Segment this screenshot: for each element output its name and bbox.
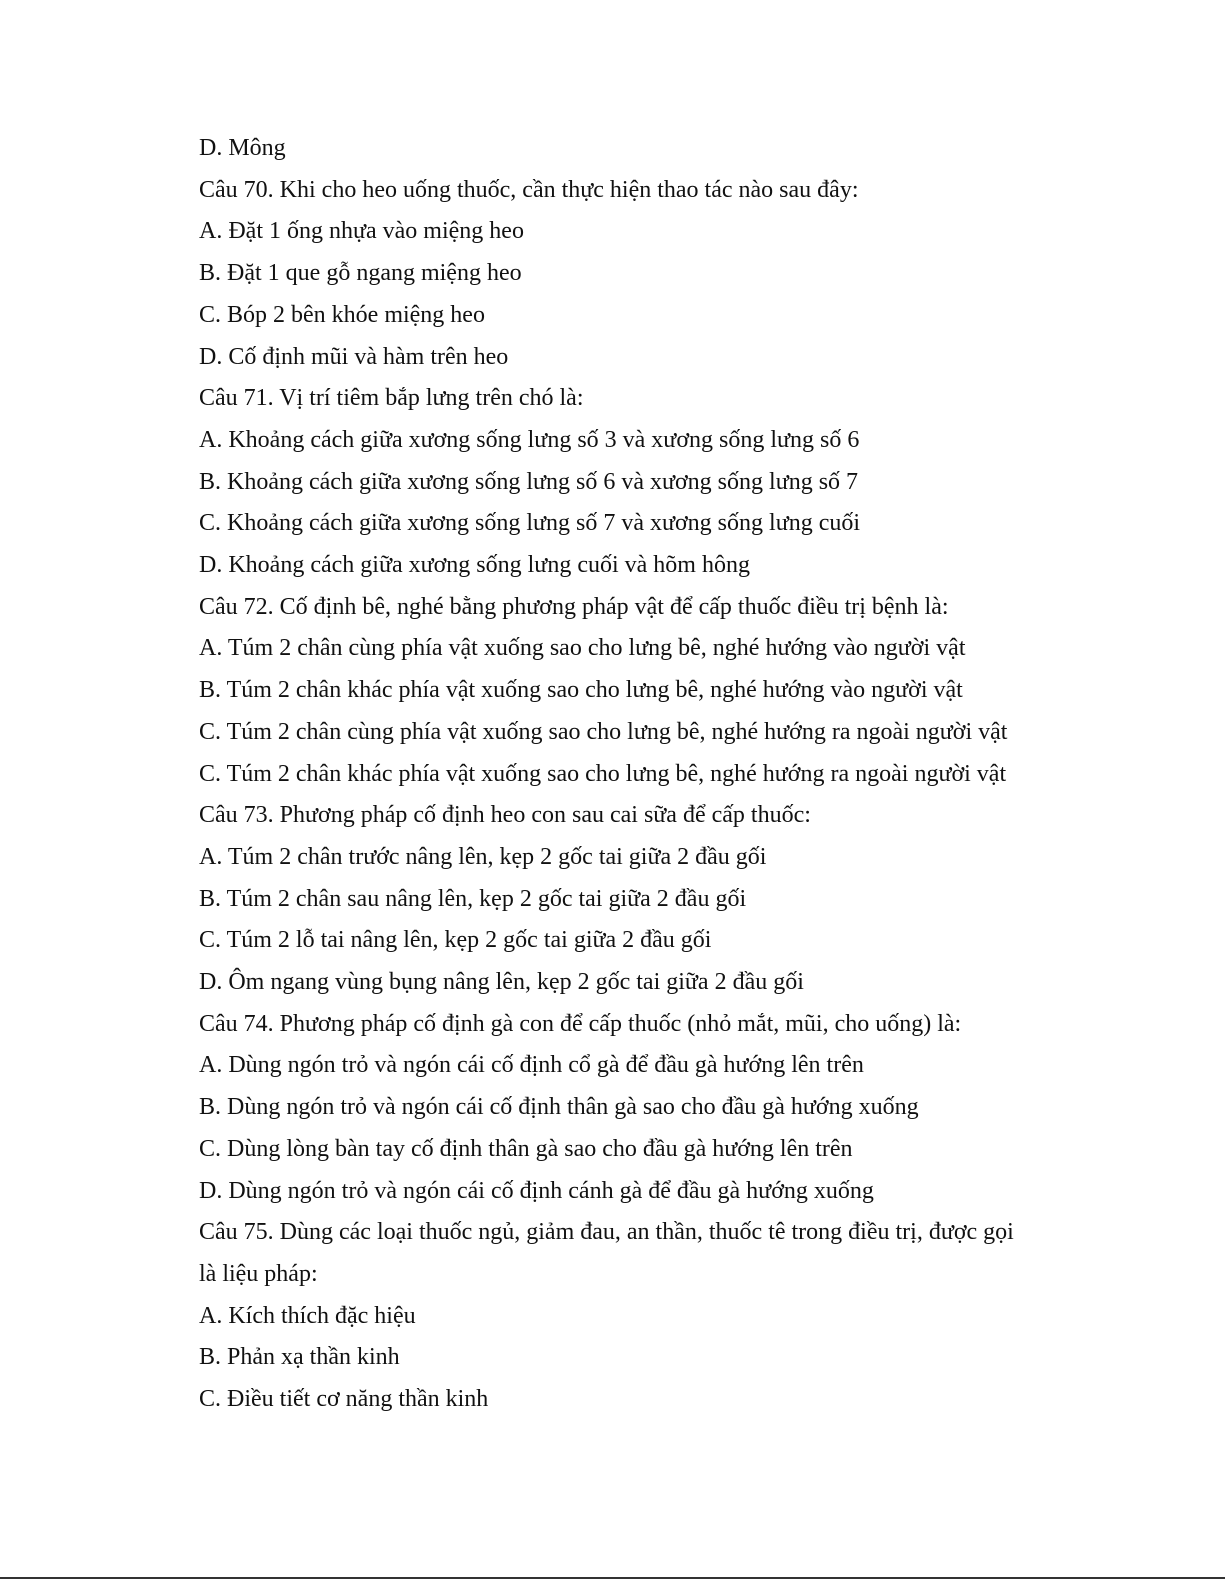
answer-line: C. Túm 2 chân cùng phía vật xuống sao cho lưng bê, nghé hướng ra ngoài người vật — [199, 718, 1008, 745]
answer-line: C. Bóp 2 bên khóe miệng heo — [199, 301, 485, 328]
answer-line: B. Túm 2 chân sau nâng lên, kẹp 2 gốc tai giữa 2 đầu gối — [199, 885, 747, 912]
answer-line: A. Túm 2 chân trước nâng lên, kẹp 2 gốc tai giữa 2 đầu gối — [199, 843, 767, 870]
document-body — [199, 128, 1059, 1421]
answer-line: B. Túm 2 chân khác phía vật xuống sao cho lưng bê, nghé hướng vào người vật — [199, 677, 963, 704]
question-line: Câu 71. Vị trí tiêm bắp lưng trên chó là: — [199, 385, 584, 412]
answer-line: D. Ôm ngang vùng bụng nâng lên, kẹp 2 gốc tai giữa 2 đầu gối — [199, 969, 804, 996]
answer-line: C. Dùng lòng bàn tay cố định thân gà sao cho đầu gà hướng lên trên — [199, 1135, 853, 1162]
answer-line: C. Túm 2 lỗ tai nâng lên, kẹp 2 gốc tai giữa 2 đầu gối — [199, 927, 712, 954]
answer-line: C. Khoảng cách giữa xương sống lưng số 7 và xương sống lưng cuối — [199, 510, 861, 537]
bottom-page-rule — [0, 1577, 1225, 1579]
answer-line: A. Kích thích đặc hiệu — [199, 1302, 416, 1329]
answer-line: D. Mông — [199, 135, 286, 161]
answer-line: B. Đặt 1 que gỗ ngang miệng heo — [199, 260, 522, 287]
answer-line: A. Dùng ngón trỏ và ngón cái cố định cổ gà để đầu gà hướng lên trên — [199, 1052, 864, 1079]
question-line: Câu 73. Phương pháp cố định heo con sau cai sữa để cấp thuốc: — [199, 802, 811, 829]
question-line: Câu 70. Khi cho heo uống thuốc, cần thực hiện thao tác nào sau đây: — [199, 176, 859, 203]
answer-line: A. Đặt 1 ống nhựa vào miệng heo — [199, 218, 524, 245]
answer-line: B. Dùng ngón trỏ và ngón cái cố định thân gà sao cho đầu gà hướng xuống — [199, 1094, 919, 1121]
answer-line: B. Khoảng cách giữa xương sống lưng số 6 và xương sống lưng số 7 — [199, 468, 859, 495]
answer-line: D. Cố định mũi và hàm trên heo — [199, 343, 509, 370]
answer-line: D. Dùng ngón trỏ và ngón cái cố định cánh gà để đầu gà hướng xuống — [199, 1177, 874, 1204]
answer-line: C. Túm 2 chân khác phía vật xuống sao cho lưng bê, nghé hướng ra ngoài người vật — [199, 760, 1007, 787]
answer-line: A. Khoảng cách giữa xương sống lưng số 3 và xương sống lưng số 6 — [199, 426, 860, 453]
question-line-continued: là liệu pháp: — [199, 1260, 318, 1287]
question-line: Câu 72. Cố định bê, nghé bằng phương pháp vật để cấp thuốc điều trị bệnh là: — [199, 593, 949, 620]
answer-line: B. Phản xạ thần kinh — [199, 1344, 400, 1371]
question-line: Câu 74. Phương pháp cố định gà con để cấp thuốc (nhỏ mắt, mũi, cho uống) là: — [199, 1010, 962, 1037]
answer-line: A. Túm 2 chân cùng phía vật xuống sao cho lưng bê, nghé hướng vào người vật — [199, 635, 966, 662]
answer-line: C. Điều tiết cơ năng thần kinh — [199, 1386, 489, 1413]
question-line: Câu 75. Dùng các loại thuốc ngủ, giảm đau, an thần, thuốc tê trong điều trị, được gọi — [199, 1219, 1014, 1246]
answer-line: D. Khoảng cách giữa xương sống lưng cuối và hõm hông — [199, 552, 750, 579]
